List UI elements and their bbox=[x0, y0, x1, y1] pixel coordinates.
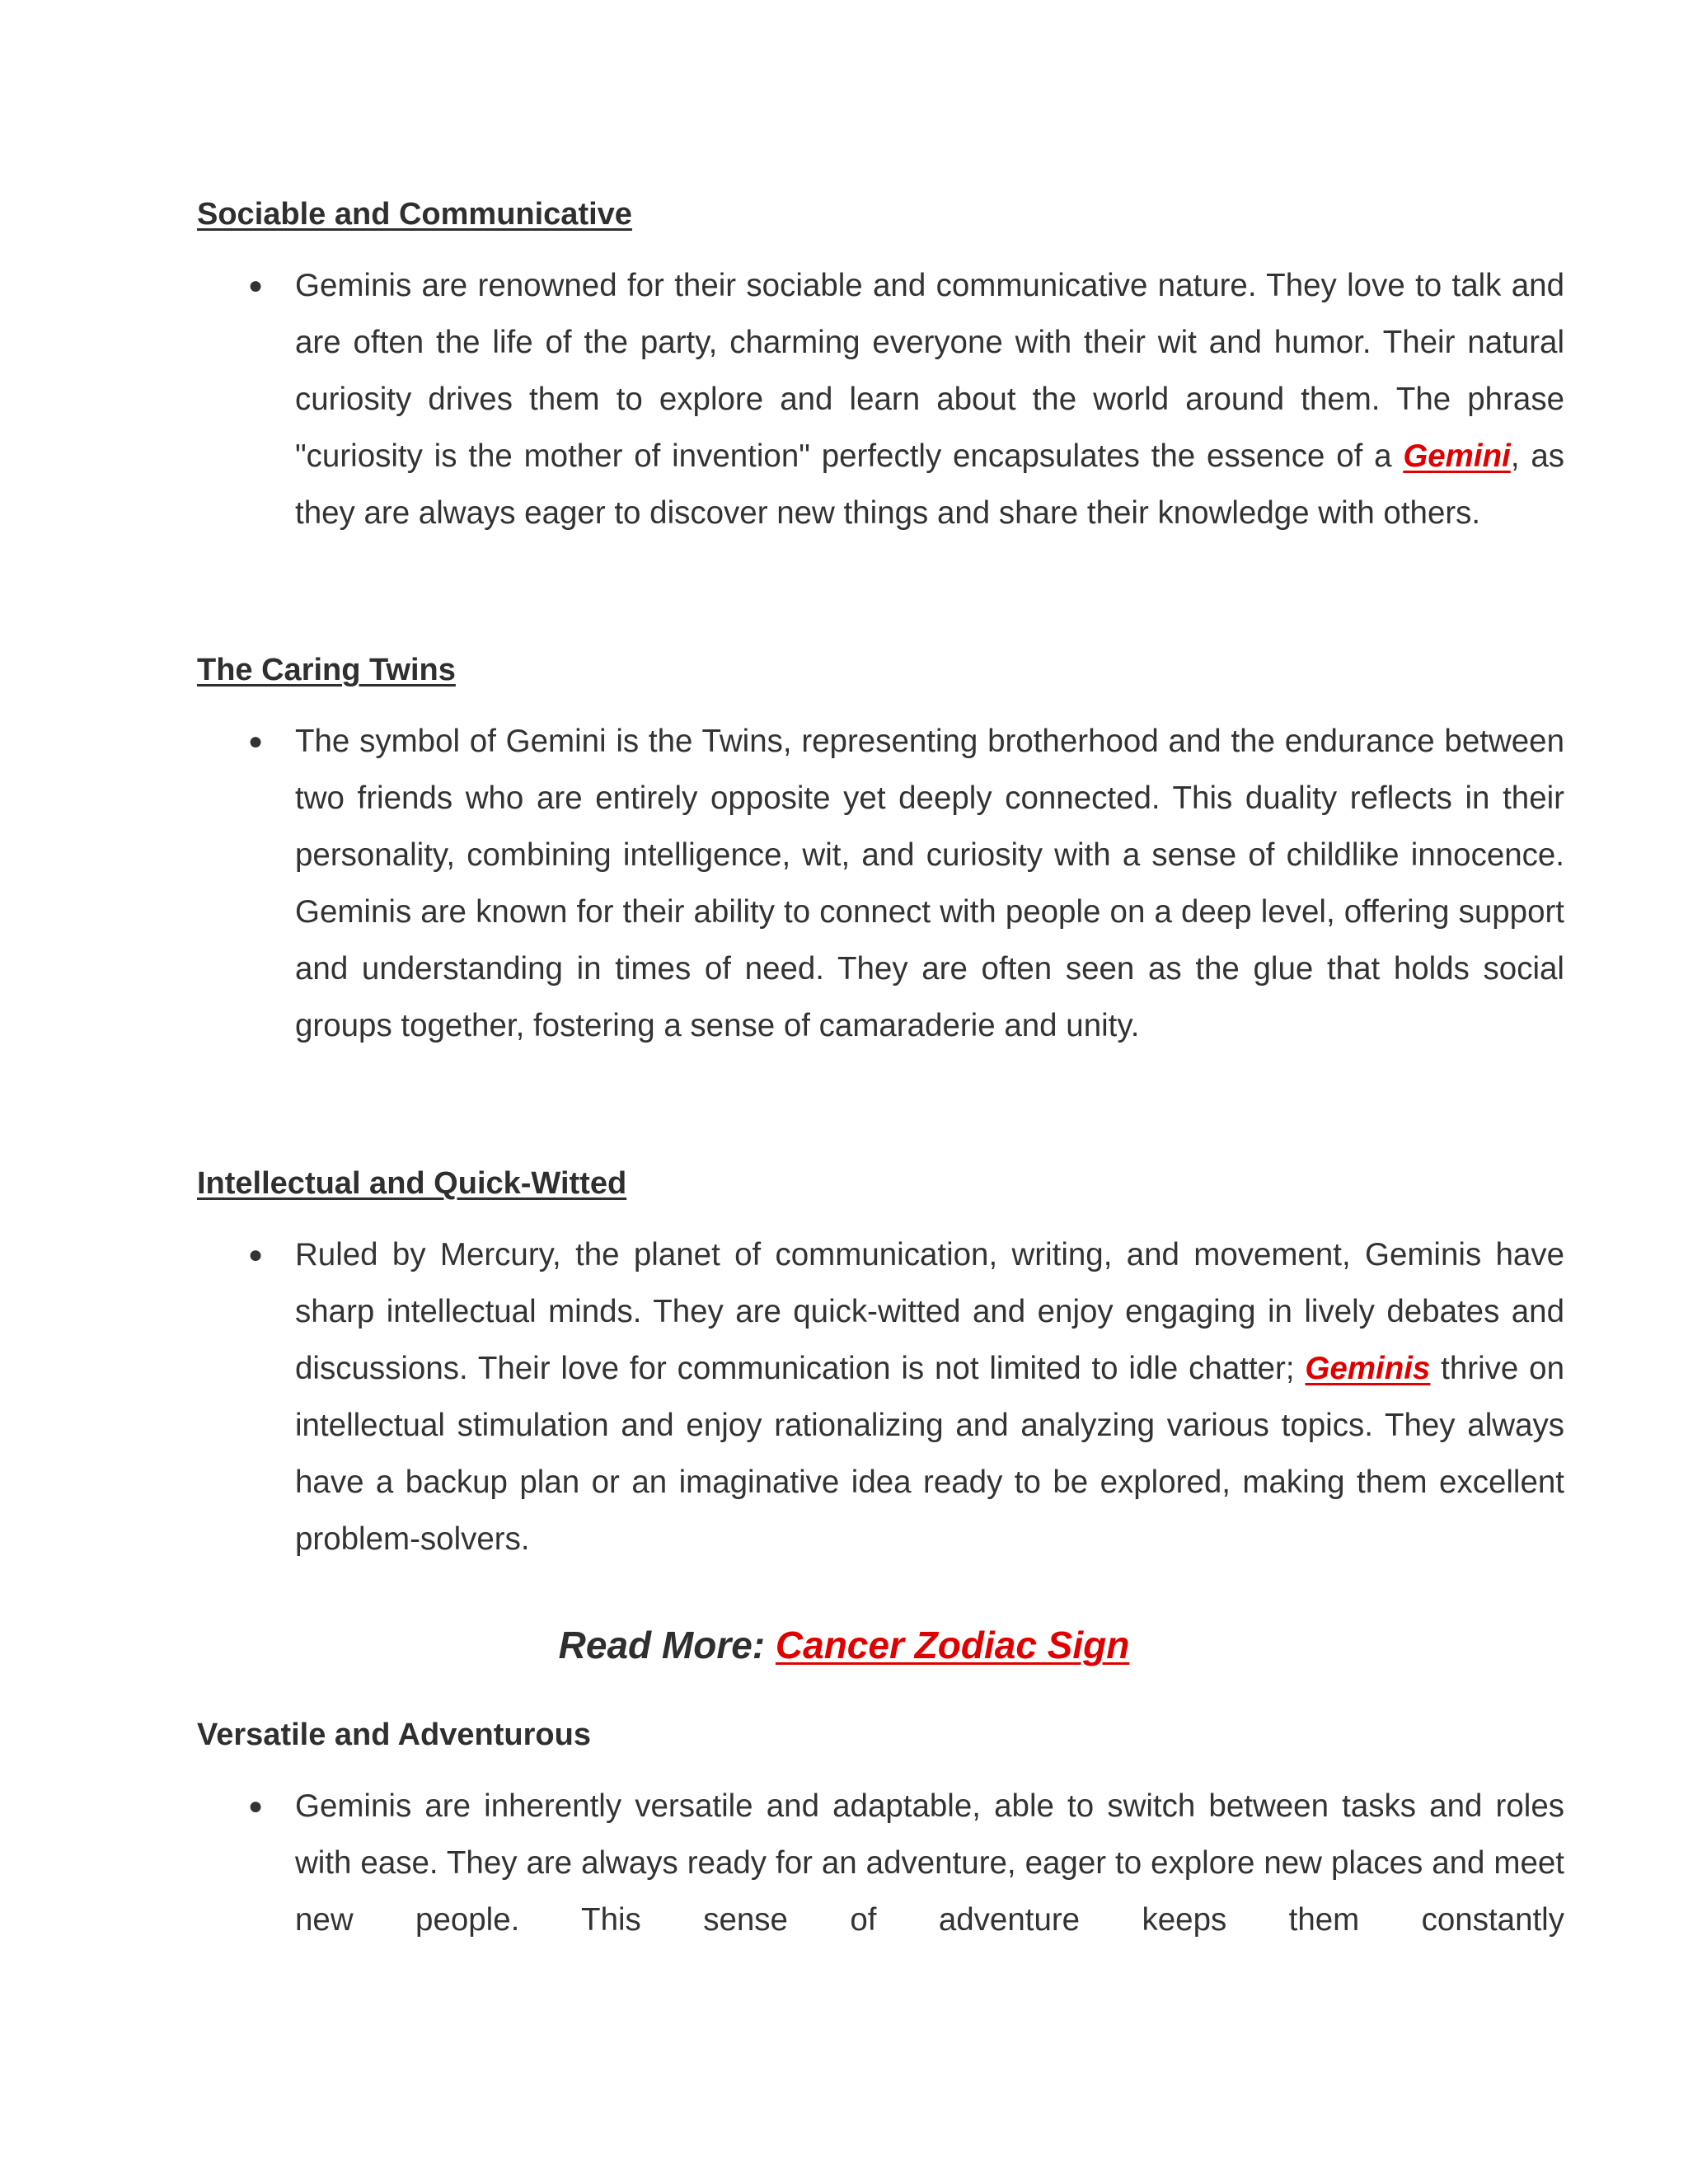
paragraph-text: thrive on intellectual stimulation and enjoy rationalizing and analyzing various topics. They always have a backup plan or an imaginative idea ready to be explored, making them excellent problem-solvers. bbox=[295, 1351, 1564, 1557]
gemini-link[interactable]: Gemini bbox=[1403, 438, 1511, 474]
paragraph-versatile: Geminis are inherently versatile and adaptable, able to switch between tasks and roles with ease. They are always ready for an adventure, eager to explore new places and meet new people. This sense of adventure keeps them constantly bbox=[295, 1788, 1564, 1938]
bullet-icon: ● bbox=[248, 272, 264, 299]
bullet-icon: ● bbox=[248, 1241, 264, 1268]
paragraph-caring-twins: The symbol of Gemini is the Twins, representing brotherhood and the endurance between two friends who are entirely opposite yet deeply connected. This duality reflects in their personality, combining intelligence, wit, and curiosity with a sense of childlike innocence. Geminis are known for their ability to connect with people on a deep level, offering support and understanding in times of need. They are often seen as the glue that holds social groups together, fostering a sense of camaraderie and unity. bbox=[295, 724, 1564, 1043]
paragraph-text: Ruled by Mercury, the planet of communication, writing, and movement, Geminis have sharp intellectual minds. They are quick-witted and enjoy engaging in lively debates and discussions. Their love for communication is not limited to idle chatter; bbox=[295, 1237, 1564, 1386]
heading-sociable-and-communicative: Sociable and Communicative bbox=[197, 197, 632, 232]
read-more-label: Read More: bbox=[558, 1624, 776, 1666]
paragraph-text: Geminis are renowned for their sociable and communicative nature. They love to talk and are often the life of the party, charming everyone with their wit and humor. Their natural curiosity drives them to explore and learn about the world around them. The phrase "curiosity is the mother of invention" perfectly encapsulates the essence of a bbox=[295, 268, 1564, 474]
geminis-link[interactable]: Geminis bbox=[1305, 1351, 1431, 1386]
heading-versatile-and-adventurous: Versatile and Adventurous bbox=[197, 1718, 591, 1752]
bullet-icon: ● bbox=[248, 728, 264, 755]
read-more bbox=[0, 1620, 1688, 1670]
heading-intellectual-and-quick-witted: Intellectual and Quick-Witted bbox=[197, 1166, 627, 1201]
heading-the-caring-twins: The Caring Twins bbox=[197, 653, 456, 687]
cancer-zodiac-sign-link[interactable]: Cancer Zodiac Sign bbox=[775, 1624, 1130, 1666]
paragraph-text: , as they are always eager to discover new things and share their knowledge with others. bbox=[295, 438, 1564, 531]
bullet-icon: ● bbox=[248, 1793, 264, 1820]
paragraph-sociable bbox=[295, 257, 1564, 541]
paragraph-intellectual bbox=[295, 1226, 1564, 1568]
